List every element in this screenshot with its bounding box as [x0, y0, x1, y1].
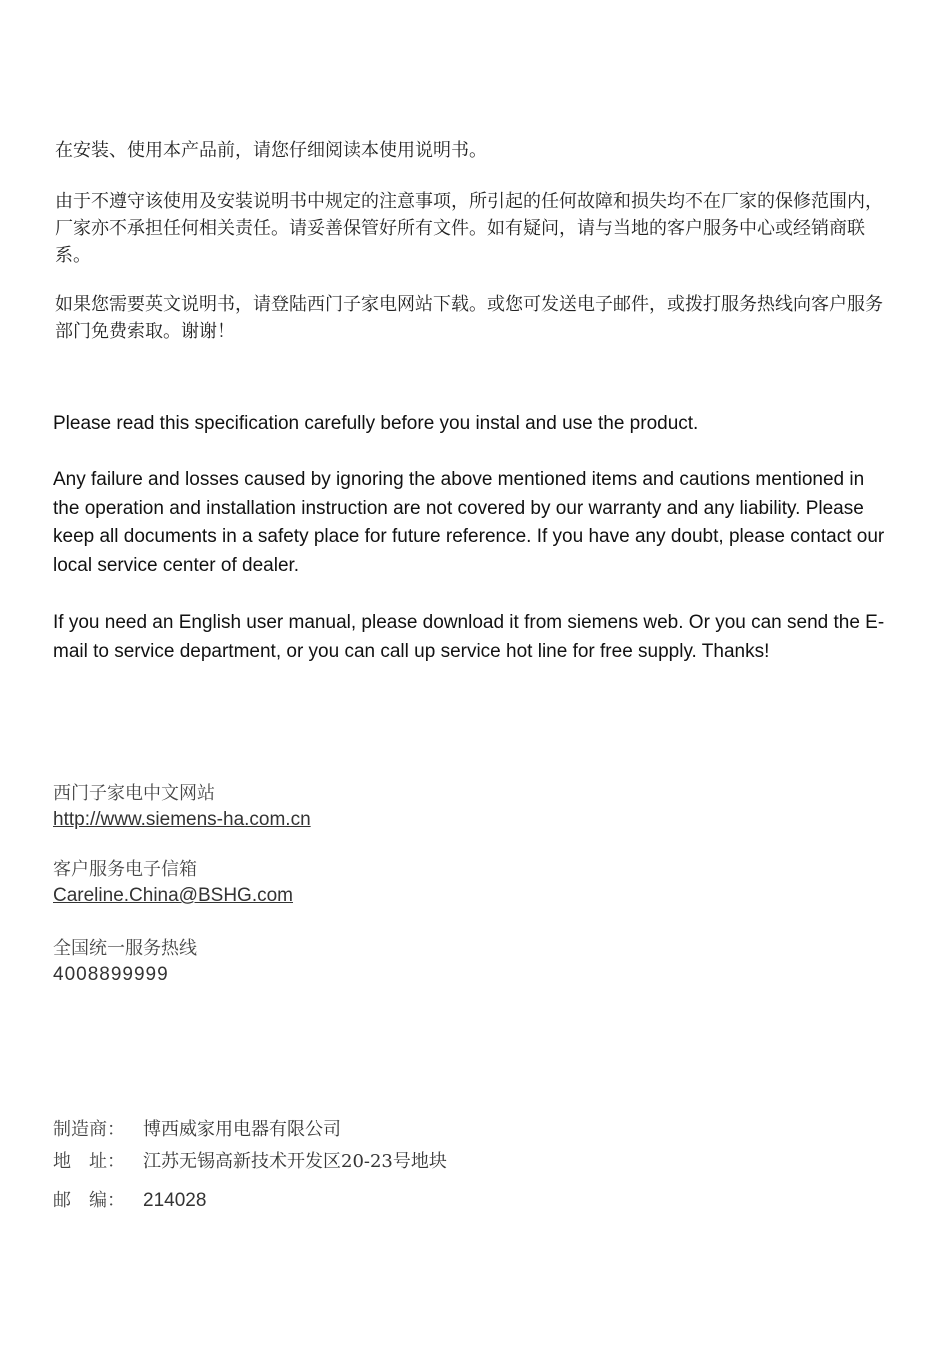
postcode-row — [53, 1186, 206, 1212]
website-link[interactable]: http://www.siemens-ha.com.cn — [53, 809, 311, 830]
hotline-contact — [53, 935, 197, 987]
chinese-manual-request: 如果您需要英文说明书，请登陆西门子家电网站下载。或您可发送电子邮件，或拨打服务热线向客户服务部门免费索取。谢谢！ — [55, 294, 883, 342]
manufacturer-key: 制造商： — [53, 1119, 125, 1140]
hotline-number: 4008899999 — [53, 964, 169, 985]
english-intro-text: Please read this specification carefully before you instal and use the product. — [53, 413, 699, 434]
chinese-intro-text: 在安装、使用本产品前，请您仔细阅读本使用说明书。 — [55, 140, 487, 161]
postcode-value: 214028 — [143, 1190, 207, 1211]
manufacturer-row — [53, 1115, 341, 1141]
english-manual-request: If you need an English user manual, please download it from siemens web. Or you can send the E-mail to service department, or you can call up service hot line for free supply. Thanks! — [53, 612, 885, 662]
email-contact — [53, 856, 293, 908]
hotline-label: 全国统一服务热线 — [53, 938, 197, 959]
address-value: 江苏无锡高新技术开发区20-23号地块 — [143, 1151, 447, 1172]
address-row — [53, 1147, 447, 1173]
website-label: 西门子家电中文网站 — [53, 783, 215, 804]
website-contact — [53, 780, 311, 832]
chinese-warranty-notice: 由于不遵守该使用及安装说明书中规定的注意事项，所引起的任何故障和损失均不在厂家的保修范围内，厂家亦不承担任何相关责任。请妥善保管好所有文件。如有疑问，请与当地的客户服务中心或经销商联系。 — [55, 191, 883, 266]
english-warranty-notice: Any failure and losses caused by ignoring the above mentioned items and cautions mentioned in the operation and installation instruction are not covered by our warranty and any liability. Please keep all documents in a safety place for future reference. If you have any doubt, please contact our local service center of dealer. — [53, 469, 885, 577]
postcode-key: 邮 编： — [53, 1190, 125, 1211]
email-label: 客户服务电子信箱 — [53, 859, 197, 880]
manufacturer-value: 博西威家用电器有限公司 — [143, 1119, 341, 1140]
email-link[interactable]: Careline.China@BSHG.com — [53, 885, 293, 906]
address-key: 地 址： — [53, 1151, 125, 1172]
